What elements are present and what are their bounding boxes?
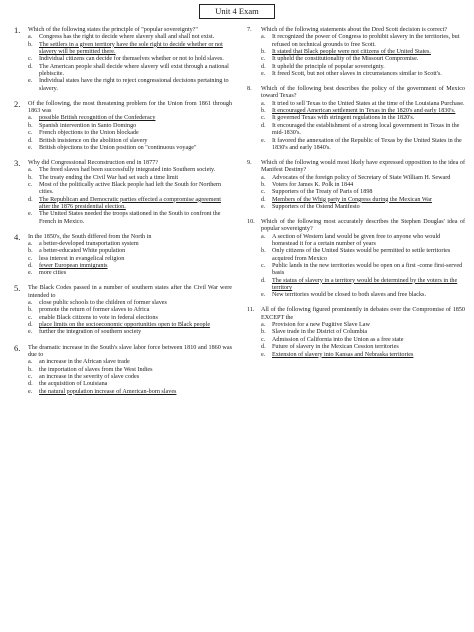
- choice-letter: e.: [28, 329, 33, 336]
- choice-text: Only citizens of the United States would be permitted to settle territories acquired from Mexico: [272, 248, 451, 262]
- question: [14, 285, 232, 336]
- choice-text: Future of slavery in the Mexican Cession territories: [272, 344, 399, 351]
- question-text: Which of the following most accurately describes the Stephen Douglas' idea of popular sovereignty?: [261, 218, 465, 233]
- question-text: Which of the following best describes the policy of the government of Mexico toward Texas?: [261, 86, 465, 100]
- choice-letter: e.: [261, 351, 266, 358]
- choice-letter: a.: [261, 34, 266, 41]
- answer-choice: [247, 123, 465, 138]
- choice-letter: d.: [28, 381, 33, 388]
- choice-letter: d.: [28, 137, 33, 144]
- choice-text: Congress has the right to decide where slavery shall and shall not exist.: [39, 34, 215, 41]
- choice-letter: c.: [28, 314, 33, 321]
- question-line: [14, 231, 232, 242]
- choice-text: less interest in evangelical religion: [39, 255, 125, 262]
- question-text: Which of the following states the principle of "popular sovereignty?": [28, 27, 198, 33]
- choice-letter: b.: [261, 329, 266, 336]
- question-text: All of the following figured prominently in debates over the Compromise of 1850 EXCEPT the: [261, 307, 465, 321]
- choice-text: an increase in the African slave trade: [39, 359, 130, 366]
- choice-text: Provision for a new Fugitive Slave Law: [272, 322, 370, 329]
- choice-letter: e.: [261, 203, 266, 210]
- choice-letter: a.: [261, 233, 266, 240]
- answer-choice: [14, 34, 232, 41]
- choice-letter: e.: [261, 137, 266, 144]
- choice-letter: b.: [261, 181, 266, 188]
- choice-letter: d.: [28, 322, 33, 329]
- choice-letter: a.: [261, 322, 266, 329]
- choice-text: French objections to the Union blockade: [39, 130, 139, 137]
- answer-choice: [14, 367, 232, 374]
- choice-letter: c.: [28, 373, 33, 380]
- answer-choice: [247, 189, 465, 196]
- choice-text: Most of the politically active Black people had left the South for Northern cities.: [39, 181, 222, 196]
- choice-letter: b.: [28, 366, 33, 373]
- choice-text: enable Black citizens to vote in federal elections: [39, 314, 158, 321]
- choice-letter: d.: [261, 63, 266, 70]
- answer-choice: [14, 182, 232, 197]
- answer-choice: [14, 175, 232, 182]
- question-text: Of the following, the most threatening problem for the Union from 1861 through 1863 was: [28, 100, 232, 115]
- left-column: [14, 27, 232, 404]
- choice-text: The American people shall decide where slavery will exist through a national plebiscite.: [39, 63, 229, 78]
- choice-letter: b.: [28, 41, 33, 48]
- choice-text: Slave trade in the District of Columbia: [272, 329, 368, 336]
- question-text: Why did Congressional Reconstruction end in 1877?: [28, 159, 158, 166]
- question-line: [14, 342, 232, 360]
- answer-choice: [14, 138, 232, 145]
- question-number: 1.: [14, 25, 21, 35]
- choice-letter: b.: [28, 307, 33, 314]
- answer-choice: [247, 101, 465, 108]
- choice-letter: d.: [28, 263, 33, 270]
- answer-choice: [247, 344, 465, 351]
- choice-letter: c.: [28, 181, 33, 188]
- choice-letter: a.: [28, 359, 33, 366]
- question: [14, 342, 232, 396]
- choice-letter: e.: [28, 388, 33, 395]
- choice-letter: a.: [261, 174, 266, 181]
- answer-choice: [247, 138, 465, 153]
- choice-text: more cities: [39, 270, 67, 277]
- question: [247, 307, 465, 358]
- choice-letter: a.: [28, 241, 33, 247]
- answer-choice: [247, 352, 465, 359]
- answer-choice: [14, 167, 232, 174]
- answer-choice: [14, 381, 232, 388]
- question-number: 7.: [247, 27, 252, 33]
- answer-choice: [14, 329, 232, 336]
- question-text: In the 1850's, the South differed from the North in: [28, 233, 152, 240]
- answer-choice: [14, 64, 232, 79]
- choice-text: British insistence on the abolition of slavery: [39, 137, 148, 144]
- question-line: [247, 160, 465, 175]
- choice-letter: e.: [261, 71, 266, 78]
- selected-answer: possible British recognition of the Confederacy: [39, 115, 156, 122]
- answer-choice: [247, 34, 465, 49]
- answer-choice: [14, 211, 232, 226]
- answer-choice: [247, 71, 465, 78]
- answer-choice: [247, 292, 465, 299]
- selected-answer: fewer European immigrants: [39, 263, 108, 270]
- choice-letter: e.: [28, 144, 33, 151]
- answer-choice: [14, 359, 232, 366]
- choice-letter: e.: [28, 270, 33, 277]
- choice-text: It favored the annexation of the Republic of Texas by the United States in the 1830's and early 1840's.: [272, 137, 462, 151]
- question-line: [14, 27, 232, 34]
- choice-text: Advocates of the foreign policy of Secretary of State William H. Seward: [272, 174, 451, 181]
- question-number: 9.: [247, 159, 252, 166]
- choice-letter: b.: [261, 248, 266, 255]
- question-number: 11.: [247, 307, 255, 314]
- choice-letter: a.: [28, 300, 33, 307]
- choice-letter: d.: [261, 344, 266, 351]
- choice-text: Spanish intervention in Santo Domingo: [39, 122, 137, 129]
- choice-text: The treaty ending the Civil War had set such a time limit: [39, 174, 179, 181]
- choice-letter: b.: [28, 248, 33, 255]
- answer-choice: [247, 64, 465, 71]
- question: [247, 86, 465, 152]
- question: [247, 160, 465, 211]
- choice-text: Supporters of the Treaty of Paris of 1898: [272, 189, 373, 196]
- answer-choice: [247, 234, 465, 249]
- answer-choice: [247, 108, 465, 115]
- choice-text: Admission of California into the Union as a free state: [272, 336, 404, 343]
- question-number: 3.: [14, 157, 21, 168]
- selected-answer: The Republican and Democratic parties effected a compromise agreement after the 1876 presidential election.: [39, 196, 221, 210]
- question: [247, 219, 465, 300]
- question-number: 6.: [14, 342, 21, 353]
- question-number: 10.: [247, 218, 255, 225]
- choice-text: Individual states have the right to reject congressional decisions pertaining to slavery.: [39, 78, 229, 92]
- question-text: Which of the following would most likely have expressed opposition to the idea of Manifest Destiny?: [261, 159, 465, 174]
- answer-choice: [247, 248, 465, 263]
- selected-answer: The status of slavery in a territory would be determined by the voters in the territory: [272, 277, 458, 292]
- choice-letter: b.: [28, 174, 33, 181]
- answer-choice: [14, 315, 232, 322]
- choice-text: New territories would be closed to both slaves and free blacks.: [272, 292, 426, 299]
- choice-text: Supporters of the Ostend Manifesto: [272, 203, 360, 210]
- choice-letter: d.: [261, 196, 266, 203]
- question: [14, 231, 232, 278]
- choice-text: the acquisition of Louisiana: [39, 381, 108, 388]
- answer-choice: [14, 145, 232, 152]
- choice-letter: a.: [261, 100, 266, 107]
- choice-letter: c.: [28, 56, 33, 63]
- choice-letter: b.: [261, 108, 266, 115]
- question-line: [247, 307, 465, 322]
- choice-letter: c.: [261, 115, 266, 122]
- question-line: [14, 285, 232, 300]
- question-line: [14, 98, 232, 116]
- question: [14, 27, 232, 93]
- choice-text: the importation of slaves from the West Indies: [39, 366, 153, 373]
- choice-text: a better-developed transportation system: [39, 241, 139, 247]
- answer-choice: [247, 56, 465, 63]
- choice-letter: d.: [28, 63, 33, 70]
- choice-letter: c.: [261, 263, 266, 270]
- answer-choice: [14, 248, 232, 255]
- choice-text: It freed Scott, but not other slaves in circumstances similar to Scott's.: [272, 71, 442, 78]
- answer-choice: [14, 389, 232, 396]
- choice-letter: d.: [28, 196, 33, 203]
- choice-text: A section of Western land would be given free to anyone who would homestead it for a certain number of years: [272, 233, 441, 247]
- choice-text: Voters for James K. Polk in 1844: [272, 181, 354, 188]
- answer-choice: [247, 263, 465, 278]
- question-number: 8.: [247, 86, 252, 93]
- question: [14, 98, 232, 152]
- answer-choice: [14, 78, 232, 93]
- choice-letter: d.: [261, 277, 266, 284]
- selected-answer: Extension of slavery into Kansas and Nebraska territories: [272, 351, 414, 358]
- choice-text: close public schools to the children of former slaves: [39, 300, 167, 307]
- choice-text: It upheld the constitutionality of the Missouri Compromise.: [272, 56, 419, 63]
- answer-choice: [14, 270, 232, 277]
- choice-text: It recognized the power of Congress to prohibit slavery in the territories, but refused on technical grounds to free Scott.: [272, 34, 460, 48]
- answer-choice: [14, 42, 232, 57]
- choice-letter: b.: [261, 49, 266, 56]
- answer-choice: [14, 123, 232, 130]
- exam-title: Unit 4 Exam: [199, 4, 275, 19]
- choice-text: The United States needed the troops stationed in the South to confront the French in Mexico.: [39, 211, 221, 225]
- answer-choice: [14, 263, 232, 270]
- selected-answer: It stated that Black people were not citizens of the United States.: [272, 49, 431, 56]
- question-text: The dramatic increase in the South's slave labor force between 1810 and 1860 was due to: [28, 344, 232, 358]
- selected-answer: Members of the Whig party in Congress during the Mexican War: [272, 196, 432, 203]
- choice-letter: e.: [28, 78, 33, 85]
- question-line: [247, 86, 465, 101]
- question-line: [247, 219, 465, 234]
- choice-text: The freed slaves had been successfully integrated into Southern society.: [39, 167, 216, 174]
- choice-text: an increase in the severity of slave codes: [39, 373, 140, 380]
- choice-text: promote the return of former slaves to Africa: [39, 307, 150, 314]
- selected-answer: the natural population increase of American-born slaves: [39, 388, 177, 395]
- choice-text: It upheld the principle of popular sovereignty.: [272, 63, 385, 70]
- choice-text: British objections to the Union position on "continuous voyage": [39, 144, 197, 151]
- choice-text: further the integration of southern society: [39, 329, 142, 336]
- question: [247, 27, 465, 78]
- answer-choice: [14, 197, 232, 212]
- choice-text: Public lands in the new territories would be open on a first -come first-served basis: [272, 263, 463, 277]
- answer-choice: [14, 130, 232, 137]
- choice-text: It encouraged the establishment of a strong local government in Texas in the mid-1830's.: [272, 122, 460, 137]
- answer-choice: [247, 329, 465, 336]
- choice-letter: c.: [261, 336, 266, 343]
- answer-choice: [247, 278, 465, 293]
- choice-letter: e.: [28, 211, 33, 218]
- choice-letter: b.: [28, 122, 33, 129]
- choice-letter: c.: [28, 130, 33, 137]
- choice-letter: c.: [261, 56, 266, 63]
- question-text: Which of the following statements about the Dred Scott decision is correct?: [261, 27, 448, 33]
- question-number: 4.: [14, 231, 21, 242]
- answer-choice: [14, 115, 232, 122]
- choice-letter: c.: [28, 255, 33, 262]
- choice-text: a better-educated White population: [39, 248, 126, 255]
- answer-choice: [14, 256, 232, 263]
- choice-letter: d.: [261, 122, 266, 129]
- selected-answer: It encouraged American settlement in Texas in the 1820's and early 1830's.: [272, 108, 456, 115]
- right-column: [247, 27, 465, 367]
- choice-letter: c.: [261, 189, 266, 196]
- answer-choice: [14, 307, 232, 314]
- choice-letter: a.: [28, 115, 33, 122]
- question-number: 5.: [14, 283, 21, 294]
- choice-letter: a.: [28, 167, 33, 174]
- selected-answer: place limits on the socioeconomic opportunities open to Black people: [39, 322, 211, 329]
- question-number: 2.: [14, 98, 21, 109]
- answer-choice: [14, 56, 232, 63]
- question: [14, 157, 232, 226]
- choice-text: Individual citizens can decide for themselves whether or not to hold slaves.: [39, 56, 224, 63]
- choice-letter: e.: [261, 292, 266, 299]
- selected-answer: The settlers in a given territory have the sole right to decide whether or not slavery will be permitted there.: [39, 41, 223, 56]
- choice-text: It governed Texas with stringent regulations in the 1820's.: [272, 115, 415, 122]
- question-text: The Black Codes passed in a number of southern states after the Civil War were intended to: [28, 285, 232, 299]
- choice-letter: a.: [28, 34, 33, 41]
- answer-choice: [247, 175, 465, 182]
- answer-choice: [247, 115, 465, 122]
- answer-choice: [247, 204, 465, 211]
- answer-choice: [14, 241, 232, 248]
- choice-text: It tried to sell Texas to the United States at the time of the Louisiana Purchase.: [272, 100, 465, 107]
- answer-choice: [247, 197, 465, 204]
